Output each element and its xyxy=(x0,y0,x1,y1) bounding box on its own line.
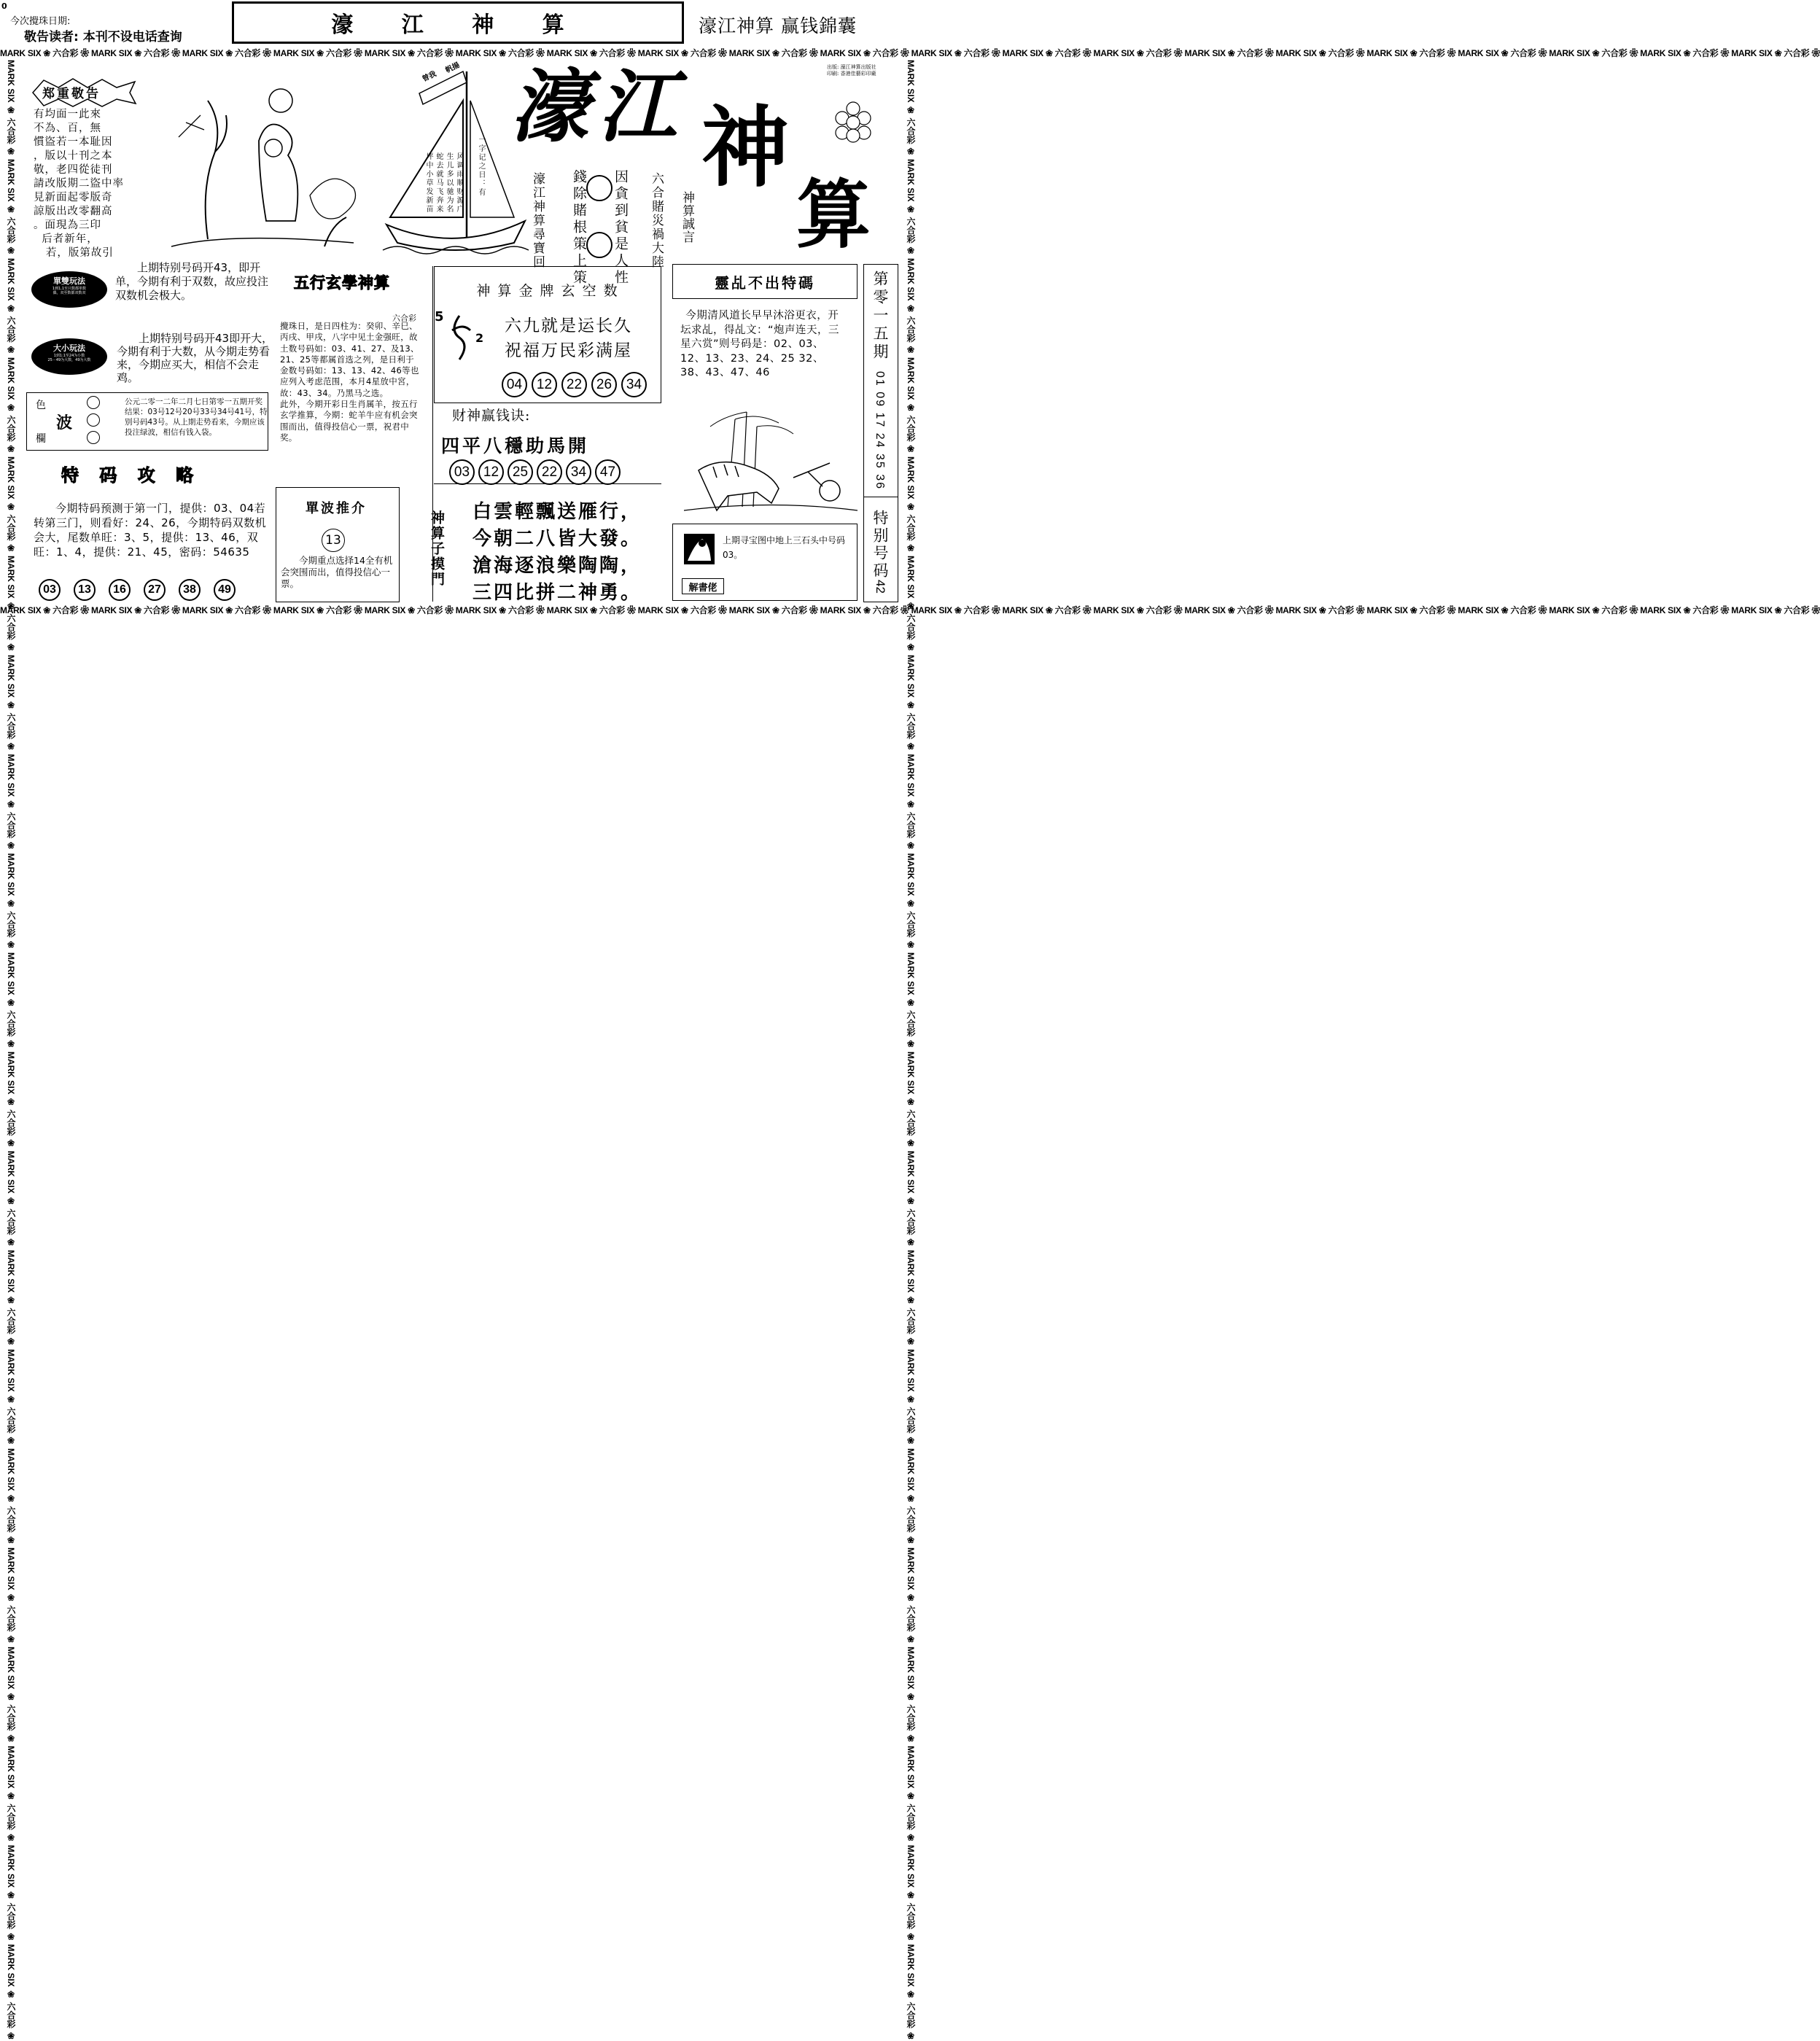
five-elements-top-right: 六合彩 xyxy=(392,314,416,323)
notice-heading: 郑重敬告 xyxy=(42,87,101,101)
column-divider xyxy=(432,266,433,602)
treasure-text: 上期寻宝图中地上三石头中号码03。 xyxy=(723,535,846,560)
hero-char-2: 江 xyxy=(598,61,673,153)
number-ball: 34 xyxy=(566,459,591,485)
wave-circle-green xyxy=(87,431,100,444)
odd-even-badge-sub: 1到1,1至只数都単数 偶，双至数都双数双 xyxy=(52,287,87,295)
hero-char-1: 濠 xyxy=(510,61,586,153)
boat-sail-poem: 风调雨顺财源广 生儿多以驰为名 蛇去就马飞奔来 坪中小草发新苗 xyxy=(424,152,463,214)
number-ball: 34 xyxy=(621,372,647,397)
border-strip-bottom: MARK SIX ❀ 六合彩 ❀ MARK SIX ❀ 六合彩 ❀ MARK SIX ❀ 六合彩 ❀ MARK SIX ❀ 六合彩 ❀ MARK SIX ❀ 六合彩 ❀ MARK SIX ❀ 六合彩 ❀ MARK SIX ❀ 六合彩 ❀ MARK SIX ❀ 六合彩 ❀ MARK SIX ❀ 六合彩 ❀ MARK SIX ❀ 六合彩 ❀ MARK SIX ❀ 六合彩 ❀ MARK SIX ❀ 六合彩 ❀ MARK SIX ❀ 六合彩 ❀ MARK SIX ❀ 六合彩 ❀ MARK SIX ❀ 六合彩 ❀ MARK SIX ❀ 六合彩 ❀ MARK SIX ❀ 六合彩 ❀ MARK SIX ❀ 六合彩 ❀ MARK SIX ❀ 六合彩 ❀ MARK SIX ❀ 六合彩 ❀ xyxy=(0,605,1820,615)
poem-side-label: 神算子摸門 xyxy=(429,510,445,587)
fortune-phrase: 四平八穩助馬開 xyxy=(441,435,590,456)
number-ball: 49 xyxy=(214,579,236,601)
issue-label: 第零一五期 xyxy=(871,271,889,362)
poem-lines xyxy=(472,499,642,607)
boat-flag-text-2: 帆揚 xyxy=(444,61,462,75)
number-ball: 22 xyxy=(537,459,562,485)
color-wave-label-2: 波 xyxy=(56,414,73,432)
gold-medal-glyph xyxy=(445,312,474,363)
number-ball: 16 xyxy=(109,579,131,601)
strategy-numbers xyxy=(39,579,236,601)
big-small-badge xyxy=(31,338,107,375)
tiger-illustration xyxy=(684,405,858,514)
poem-line-3: 滄海逐浪樂陶陶， xyxy=(472,555,642,577)
fortune-divider xyxy=(434,483,661,484)
issue-box xyxy=(863,264,898,602)
strategy-heading: 特 码 攻 略 xyxy=(61,464,201,486)
masthead-title: 濠 江 神 算 xyxy=(331,12,585,38)
hero-poem-mid2: 因貪到貧是人性 xyxy=(612,169,629,287)
number-ball: 27 xyxy=(144,579,166,601)
color-wave-label-1: 色 xyxy=(36,400,46,411)
number-ball: 38 xyxy=(179,579,201,601)
number-ball: 26 xyxy=(591,372,617,397)
hero-char-3: 神 xyxy=(701,96,789,199)
number-ball: 22 xyxy=(561,372,587,397)
single-wave-heading: 單波推介 xyxy=(306,501,367,516)
number-ball: 04 xyxy=(502,372,527,397)
color-wave-box xyxy=(26,392,268,451)
issue-special-label: 特别号码 xyxy=(871,510,889,580)
big-small-badge-sub: 1到1:1至24为小数 25－49为大数，49为大数 xyxy=(47,354,91,362)
issue-special-number: 42 xyxy=(874,580,887,594)
color-wave-label-3: 欄 xyxy=(36,433,46,445)
hero-poem-right: 六合賭災禍大陸 xyxy=(649,172,664,269)
poem-line-4: 三四比拼二神勇。 xyxy=(472,582,642,604)
wave-circle-blue xyxy=(87,413,100,427)
hero-side-text: 神算誠言 xyxy=(680,191,694,244)
issue-numbers: 01 09 17 24 35 36 xyxy=(874,371,886,491)
poem-circle-2 xyxy=(586,232,612,258)
scholar-icon xyxy=(683,533,715,565)
poem-circle-1 xyxy=(586,175,612,201)
odd-even-badge xyxy=(31,271,107,308)
wave-circle-red xyxy=(87,396,100,409)
big-small-badge-title: 大小玩法 xyxy=(53,343,85,353)
poem-line-2: 今朝二八皆大發。 xyxy=(472,528,642,550)
gold-medal-right-num: 2 xyxy=(475,331,484,345)
gold-medal-heading: 神 算 金 牌 玄 空 数 xyxy=(476,283,619,299)
spirit-heading-box xyxy=(672,264,858,299)
single-wave-number: 13 xyxy=(322,529,345,552)
number-ball: 25 xyxy=(508,459,533,485)
treasure-badge: 解書佬 xyxy=(682,578,724,594)
border-strip-left: MARK SIX ❀ 六合彩 ❀ MARK SIX ❀ 六合彩 ❀ MARK SIX ❀ 六合彩 ❀ MARK SIX ❀ 六合彩 ❀ MARK SIX ❀ 六合彩 ❀ MARK SIX ❀ 六合彩 ❀ MARK SIX ❀ 六合彩 ❀ MARK SIX ❀ 六合彩 ❀ MARK SIX ❀ 六合彩 ❀ MARK SIX ❀ 六合彩 ❀ MARK SIX ❀ 六合彩 ❀ MARK SIX ❀ 六合彩 ❀ MARK SIX ❀ 六合彩 ❀ MARK SIX ❀ 六合彩 ❀ MARK SIX ❀ 六合彩 ❀ MARK SIX ❀ 六合彩 ❀ MARK SIX ❀ 六合彩 ❀ MARK SIX ❀ 六合彩 ❀ MARK SIX ❀ 六合彩 ❀ MARK SIX ❀ 六合彩 ❀ xyxy=(6,60,16,2041)
border-strip-right: MARK SIX ❀ 六合彩 ❀ MARK SIX ❀ 六合彩 ❀ MARK SIX ❀ 六合彩 ❀ MARK SIX ❀ 六合彩 ❀ MARK SIX ❀ 六合彩 ❀ MARK SIX ❀ 六合彩 ❀ MARK SIX ❀ 六合彩 ❀ MARK SIX ❀ 六合彩 ❀ MARK SIX ❀ 六合彩 ❀ MARK SIX ❀ 六合彩 ❀ MARK SIX ❀ 六合彩 ❀ MARK SIX ❀ 六合彩 ❀ MARK SIX ❀ 六合彩 ❀ MARK SIX ❀ 六合彩 ❀ MARK SIX ❀ 六合彩 ❀ MARK SIX ❀ 六合彩 ❀ MARK SIX ❀ 六合彩 ❀ MARK SIX ❀ 六合彩 ❀ MARK SIX ❀ 六合彩 ❀ MARK SIX ❀ 六合彩 ❀ xyxy=(906,60,916,2041)
five-elements-text: 攪珠日，是日四柱为：癸卯、辛巳、丙戌、甲戌，八字中见土金强旺，故土数号码如：03、41、27、及13、21、25等都属首选之列，是日利于金数号码如：13、13、42、46等也应列入考虑范围，本月4星放中宮，故：43、34。乃黑马之选。 此外，今期开彩日生肖属羊，按五行玄学推算，今期：蛇羊牛应有机会突围而出，值得投信心一票，祝君中奖。 xyxy=(280,321,419,443)
notice-body: 有均面一此來 不為、百，無 慣盜若一本耻因 ，版以十刊之本 敬，老四從徒刊 請改版期二盜中率 見新面起零版奇 諒版出改零翻高 。面現為三印 后者新年， 若，版第故引 xyxy=(34,109,124,259)
single-wave-text: 今期重点选择14全有机会突围而出，值得投信心一票。 xyxy=(281,555,393,589)
color-wave-text: 公元二零一二年二月七日第零一五期开奖结果：03号12号20号33号34号41号，特别号码43号。从上期走势看来，今期应该投注绿波，相信有钱入袋。 xyxy=(125,397,268,437)
number-ball: 12 xyxy=(478,459,504,485)
boat-caption: 一字记之日：有 xyxy=(477,136,485,197)
odd-even-text: 上期特别号码开43，即开单，今期有利于双数，故应投注双数机会极大。 xyxy=(115,261,269,302)
fortune-heading: 财神赢钱诀: xyxy=(452,408,531,424)
big-small-text: 上期特别号码开43即开大，今期有利于大数，从今期走势看来，今期应买大，相信不会走鸡。 xyxy=(117,332,273,384)
gold-medal-numbers xyxy=(502,372,647,397)
sage-illustration xyxy=(157,71,368,254)
gold-medal-line-1: 六九就是运长久 xyxy=(505,316,632,335)
flower-icon xyxy=(831,101,875,143)
single-wave-box xyxy=(276,487,400,602)
publisher-info xyxy=(827,64,876,77)
number-ball: 13 xyxy=(74,579,96,601)
hero-poem-mid1: 錢除賭根策上策 xyxy=(571,169,587,287)
slogan: 濠江神算 赢钱錦囊 xyxy=(699,15,857,36)
gold-medal-left-num: 5 xyxy=(435,309,444,324)
number-ball: 03 xyxy=(449,459,475,485)
number-ball: 47 xyxy=(595,459,621,485)
draw-date-label: 今次攪珠日期: xyxy=(10,16,71,27)
five-elements-heading: 五行玄學神算 xyxy=(294,273,390,292)
poem-line-1: 白雲輕飄送雁行， xyxy=(472,501,642,523)
masthead-title-box xyxy=(232,1,684,44)
treasure-box xyxy=(672,524,858,601)
strategy-text: 今期特码预测于第一门，提供：03、04若转第三门，则看好：24、26，今期特码双数机会大，尾数单旺：3、5，提供：13、46，双旺：1、4，提供：21、45，密码：54635 xyxy=(34,502,267,559)
number-ball: 03 xyxy=(39,579,61,601)
border-strip-top: MARK SIX ❀ 六合彩 ❀ MARK SIX ❀ 六合彩 ❀ MARK SIX ❀ 六合彩 ❀ MARK SIX ❀ 六合彩 ❀ MARK SIX ❀ 六合彩 ❀ MARK SIX ❀ 六合彩 ❀ MARK SIX ❀ 六合彩 ❀ MARK SIX ❀ 六合彩 ❀ MARK SIX ❀ 六合彩 ❀ MARK SIX ❀ 六合彩 ❀ MARK SIX ❀ 六合彩 ❀ MARK SIX ❀ 六合彩 ❀ MARK SIX ❀ 六合彩 ❀ MARK SIX ❀ 六合彩 ❀ MARK SIX ❀ 六合彩 ❀ MARK SIX ❀ 六合彩 ❀ MARK SIX ❀ 六合彩 ❀ MARK SIX ❀ 六合彩 ❀ MARK SIX ❀ 六合彩 ❀ MARK SIX ❀ 六合彩 ❀ xyxy=(0,48,1820,58)
notice-text: 敬告读者: 本刊不设电话查询 xyxy=(24,30,182,44)
gold-medal-box xyxy=(434,266,661,403)
hero-char-4: 算 xyxy=(796,171,871,259)
notice-box xyxy=(22,71,139,259)
hero-poem-left: 濠江神算尋寶回 xyxy=(530,172,545,269)
number-ball: 12 xyxy=(532,372,557,397)
spirit-text: 今期清风道长早早沐浴更衣，开坛求乩，得乩文：“炮声连天，三星六赏”则号码是：02、03、12、13、23、24、25 32、38、43、47、46 xyxy=(680,310,840,378)
printer-line: 印刷: 香港佳藝彩印廠 xyxy=(827,71,876,77)
boat-flag-text-1: 曾我 xyxy=(421,70,438,84)
odd-even-badge-title: 單雙玩法 xyxy=(53,276,85,286)
publisher-line: 出版: 濠江神算出版社 xyxy=(827,64,876,70)
spirit-heading: 靈乩不出特碼 xyxy=(715,273,815,292)
corner-mark: 0 xyxy=(1,1,7,11)
fortune-numbers xyxy=(449,459,621,485)
gold-medal-line-2: 祝福万民彩满屋 xyxy=(505,341,632,360)
